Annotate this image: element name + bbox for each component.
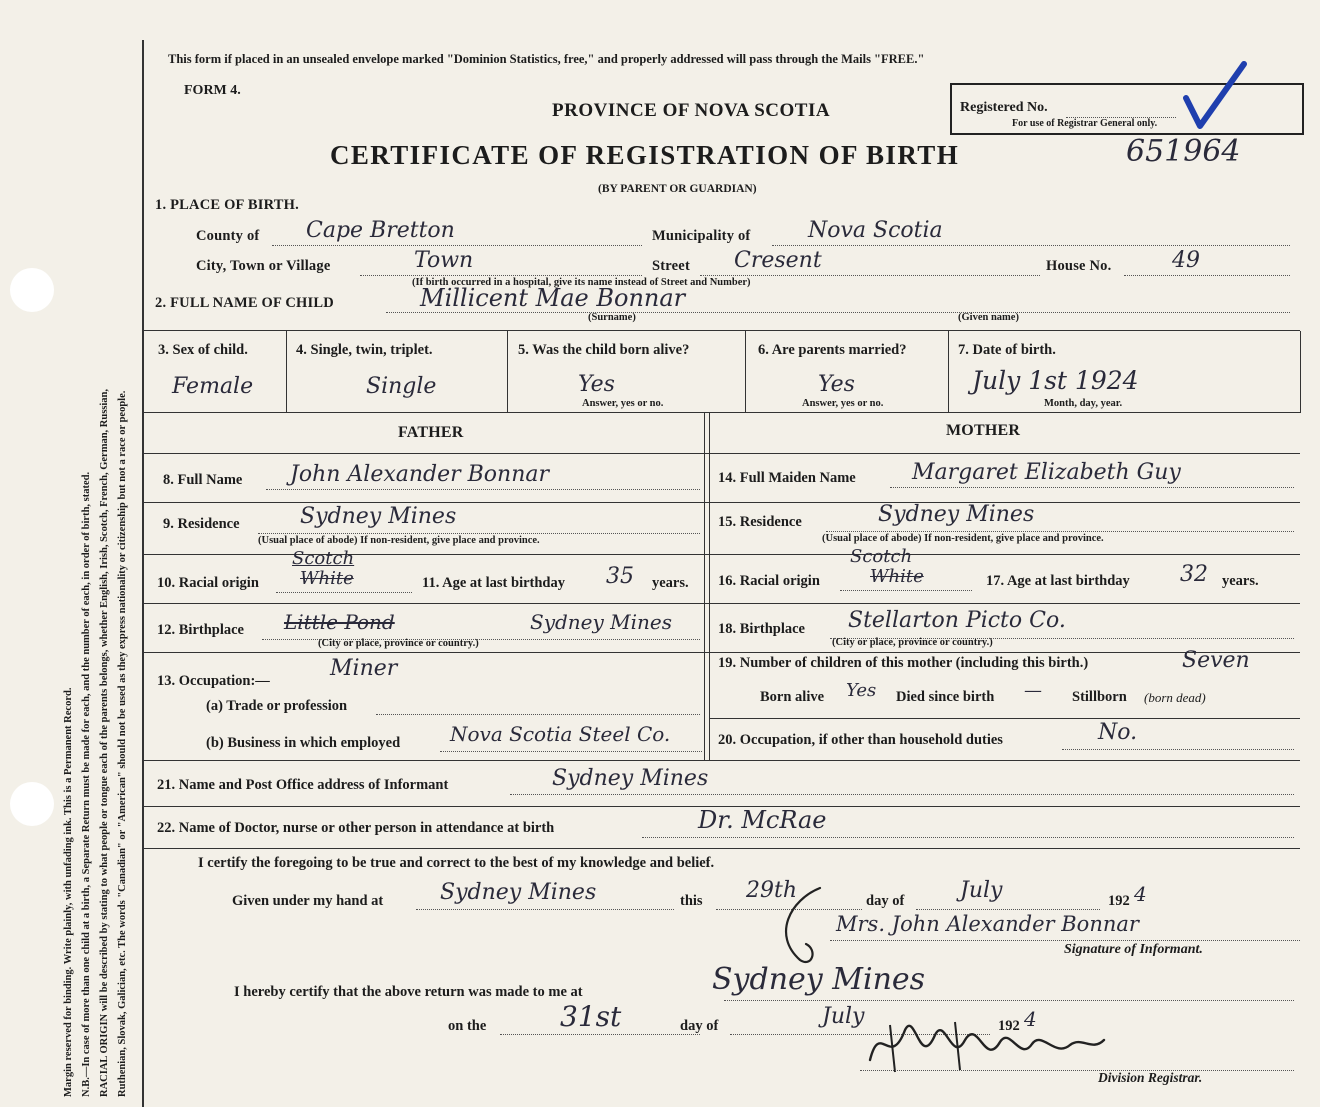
certificate-title: CERTIFICATE OF REGISTRATION OF BIRTH [330,140,960,170]
registrar-statement: I hereby certify that the above return was made to me at [234,984,583,1000]
father-racial-value: Scotch [292,548,355,569]
given-day-value: 29th [746,878,798,903]
form-number: FORM 4. [184,83,241,98]
stillborn-label: Stillborn [1072,689,1127,705]
father-name-value: John Alexander Bonnar [290,462,550,487]
father-heading: FATHER [398,424,464,441]
registrar-year-digit: 4 [1024,1007,1037,1031]
this-label: this [680,893,703,909]
doctor-label: 22. Name of Doctor, nurse or other person in attendance at birth [157,820,555,836]
municipality-value: Nova Scotia [808,218,943,243]
father-name-label: 8. Full Name [163,472,243,488]
given-day-of-label: day of [866,893,905,909]
father-racial-struck: White [300,568,354,589]
city-value: Town [414,248,474,273]
registrar-month: July [822,1004,865,1029]
alive-answer-note: Answer, yes or no. [582,398,664,409]
mail-notice: This form if placed in an unsealed envelope marked "Dominion Statistics, free," and properly addressed will pass through the Mails "FREE." [168,52,925,66]
mother-children-label: 19. Number of children of this mother (including this birth.) [718,655,1089,671]
mother-name-value: Margaret Elizabeth Guy [912,460,1181,485]
plurality-value: Single [366,374,437,399]
registered-label: Registered No. [960,100,1048,115]
father-racial-label: 10. Racial origin [157,575,259,591]
mother-children-value: Seven [1182,648,1250,673]
mother-age-label: 17. Age at last birthday [986,573,1130,589]
stillborn-note: (born dead) [1144,690,1206,705]
father-business-value: Nova Scotia Steel Co. [450,722,671,746]
mother-years: years. [1222,573,1259,589]
married-label: 6. Are parents married? [758,342,907,358]
father-age-value: 35 [606,564,634,589]
place-of-birth-label: 1. PLACE OF BIRTH. [155,197,299,213]
mother-birthplace-value: Stellarton Picto Co. [848,608,1066,633]
mother-racial-struck: White [870,566,924,587]
mother-racial-label: 16. Racial origin [718,573,820,589]
certify-statement: I certify the foregoing to be true and correct to the best of my knowledge and belief. [198,855,715,871]
mother-name-label: 14. Full Maiden Name [718,470,856,486]
father-age-label: 11. Age at last birthday [422,575,565,591]
dob-note: Month, day, year. [1044,398,1123,409]
mother-occupation-label: 20. Occupation, if other than household duties [718,732,1003,748]
dob-value: July 1st 1924 [972,366,1139,395]
given-name-note: (Given name) [958,312,1019,323]
informant-label: 21. Name and Post Office address of Informant [157,777,449,793]
registrar-day-of-label: day of [680,1018,719,1034]
surname-note: (Surname) [588,312,636,323]
father-birthplace-label: 12. Birthplace [157,622,244,638]
sex-label: 3. Sex of child. [158,342,248,358]
registered-number: 651964 [1126,134,1241,169]
doctor-value: Dr. McRae [698,806,827,834]
married-answer-note: Answer, yes or no. [802,398,884,409]
county-label: County of [196,228,260,244]
municipality-label: Municipality of [652,228,751,244]
married-value: Yes [818,372,855,397]
died-label: Died since birth [896,689,995,705]
registrar-year-prefix: 192 [998,1018,1020,1034]
father-trade-label: (a) Trade or profession [206,698,348,714]
father-birthplace-struck: Little Pond [284,610,395,634]
father-birthplace-value: Sydney Mines [530,610,673,634]
mother-residence-value: Sydney Mines [878,502,1035,527]
mother-birthplace-note: (City or place, province or country.) [832,637,993,648]
died-value: — [1024,680,1042,701]
street-label: Street [652,258,690,274]
registrar-signature [860,1000,1110,1080]
child-name-label: 2. FULL NAME OF CHILD [155,295,334,311]
form-left-border [142,40,144,1107]
dob-label: 7. Date of birth. [958,342,1056,358]
alive-label: 5. Was the child born alive? [518,342,690,358]
father-residence-label: 9. Residence [163,516,240,532]
house-label: House No. [1046,258,1112,274]
given-month-value: July [960,878,1003,903]
city-label: City, Town or Village [196,258,331,274]
margin-note-1: Margin reserved for binding. Write plainly, with unfading ink. This is a Permanent Record. [63,687,74,1097]
plurality-label: 4. Single, twin, triplet. [296,342,433,358]
on-the-label: on the [448,1018,487,1034]
mother-racial-value: Scotch [850,546,913,567]
street-value: Cresent [734,248,822,273]
division-registrar-label: Division Registrar. [1098,1070,1203,1085]
house-value: 49 [1172,248,1200,273]
child-name-value: Millicent Mae Bonnar [420,284,686,312]
sex-value: Female [172,374,254,399]
mother-residence-note: (Usual place of abode) If non-resident, give place and province. [822,533,1104,544]
given-under-label: Given under my hand at [232,893,384,909]
mother-heading: MOTHER [946,422,1021,439]
alive-value: Yes [578,372,615,397]
born-alive-value: Yes [846,680,877,701]
margin-note-3: RACIAL ORIGIN will be described by stating to what people or tongue each of the parents belongs, whether English, Irish, Scotch, French, German, Russian, [99,388,110,1097]
registrar-note: For use of Registrar General only. [1012,118,1158,129]
informant-signature-flourish [760,880,840,970]
signature-label: Signature of Informant. [1064,942,1203,957]
mother-occupation-value: No. [1098,720,1138,745]
registrar-place: Sydney Mines [712,962,926,997]
father-years: years. [652,575,689,591]
father-residence-note: (Usual place of abode) If non-resident, give place and province. [258,535,540,546]
county-value: Cape Bretton [306,218,455,243]
given-year-digit: 4 [1134,882,1147,906]
registrar-day: 31st [560,1000,622,1033]
margin-notes [0,0,140,1107]
father-business-label: (b) Business in which employed [206,735,401,751]
informant-value: Sydney Mines [552,766,709,791]
born-alive-label: Born alive [760,689,825,705]
given-place-value: Sydney Mines [440,880,597,905]
checkmark-icon [1180,58,1250,133]
hospital-note: (If birth occurred in a hospital, give its name instead of Street and Number) [412,277,751,288]
informant-signature: Mrs. John Alexander Bonnar [836,912,1139,936]
mother-birthplace-label: 18. Birthplace [718,621,805,637]
father-occupation-value: Miner [330,656,398,681]
mother-age-value: 32 [1180,562,1208,587]
mother-residence-label: 15. Residence [718,514,802,530]
certificate-subtitle: (BY PARENT OR GUARDIAN) [598,183,757,195]
province-heading: PROVINCE OF NOVA SCOTIA [552,100,831,121]
given-year-prefix: 192 [1108,893,1130,909]
father-birthplace-note: (City or place, province or country.) [318,638,479,649]
father-residence-value: Sydney Mines [300,504,457,529]
father-occupation-label: 13. Occupation:— [157,673,270,689]
margin-note-2: N.B.—In case of more than one child at a birth, a Separate Return must be made for each, and the number of each, in order of birth, stated. [81,471,92,1097]
margin-note-4: Ruthenian, Slovak, Galician, etc. The words "Canadian" or "American" should not be used as they express nationality or citizenship but not a race or people. [117,390,128,1097]
